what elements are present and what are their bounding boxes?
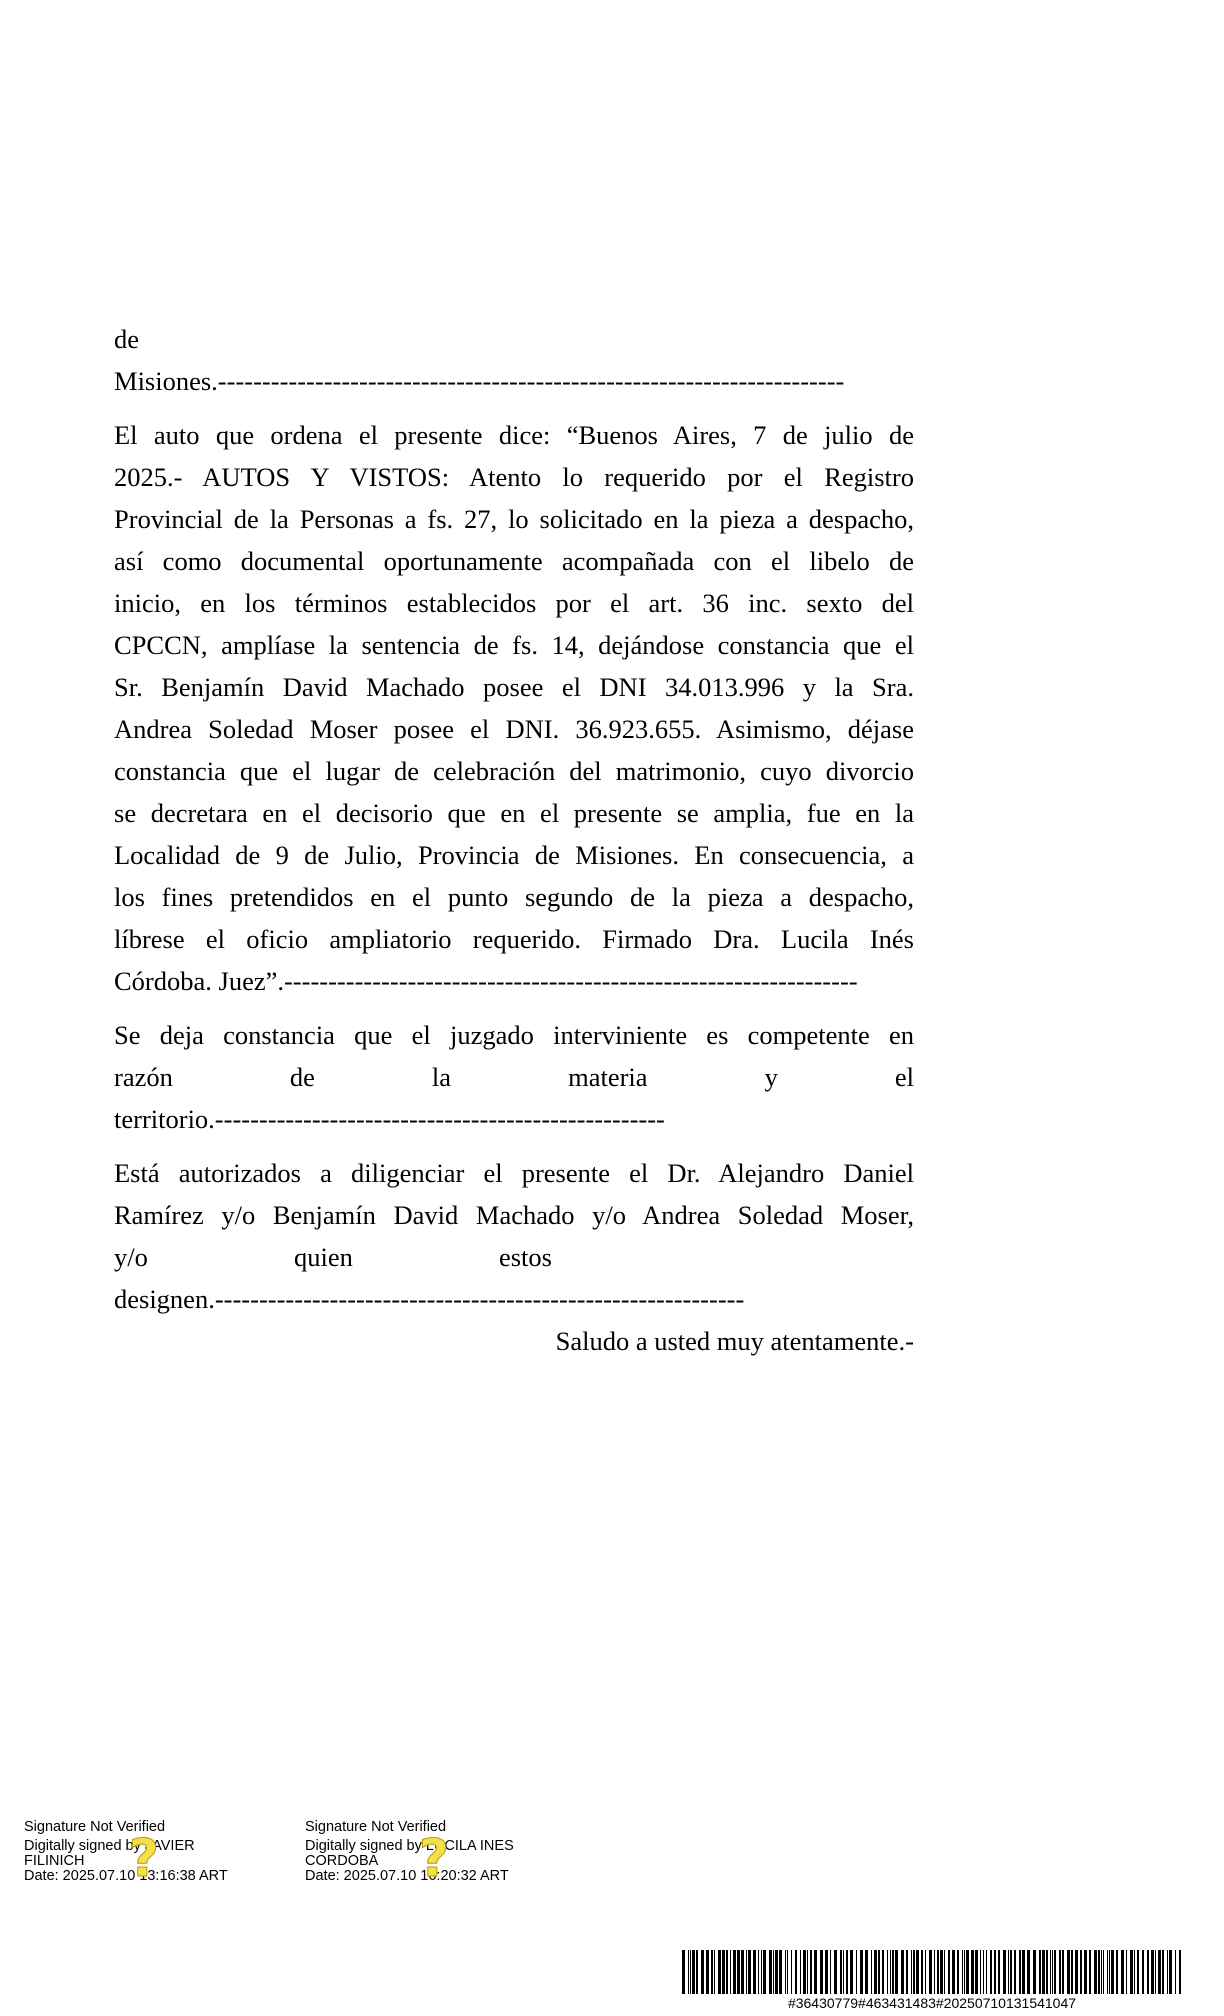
barcode-bar bbox=[1003, 1950, 1006, 1994]
signature-signer-name: FILINICH bbox=[24, 1853, 85, 1869]
barcode-bar bbox=[957, 1950, 959, 1994]
barcode-bar bbox=[901, 1950, 904, 1994]
barcode-bar bbox=[994, 1950, 996, 1994]
barcode-bar bbox=[856, 1950, 857, 1994]
barcode-bar bbox=[860, 1950, 863, 1994]
paragraph-gap bbox=[114, 1002, 914, 1014]
barcode-bar bbox=[1121, 1950, 1124, 1994]
document-line: Se deja constancia que el juzgado interviniente es competente en bbox=[114, 1020, 914, 1050]
barcode-bar bbox=[692, 1950, 695, 1994]
barcode-bar bbox=[1147, 1950, 1149, 1994]
barcode-bar bbox=[1130, 1950, 1133, 1994]
barcode-bar bbox=[865, 1950, 868, 1994]
barcode-bar bbox=[779, 1950, 782, 1994]
barcode-bar bbox=[990, 1950, 992, 1994]
barcode-bar bbox=[830, 1950, 831, 1994]
barcode-bar bbox=[682, 1950, 685, 1994]
barcode-bar bbox=[1162, 1950, 1164, 1994]
barcode-bar bbox=[952, 1950, 955, 1994]
signature-date: Date: 2025.07.10 13:16:38 ART bbox=[24, 1868, 228, 1884]
barcode-bar bbox=[878, 1950, 880, 1994]
barcode-bar bbox=[753, 1950, 756, 1994]
barcode-bar bbox=[746, 1950, 747, 1994]
barcode-bar bbox=[773, 1950, 774, 1994]
barcode-bar bbox=[763, 1950, 766, 1994]
barcode-bar bbox=[688, 1950, 689, 1994]
document-line: territorio.--------------------------------------------------- bbox=[114, 1104, 665, 1134]
barcode-bar bbox=[871, 1950, 872, 1994]
barcode-bar bbox=[1142, 1950, 1144, 1994]
document-line: razón de la materia y el bbox=[114, 1062, 914, 1092]
barcode-bar bbox=[1008, 1950, 1009, 1994]
barcode-bar bbox=[998, 1950, 1000, 1994]
barcode-bar bbox=[937, 1950, 939, 1994]
barcode-bar bbox=[1046, 1950, 1048, 1994]
barcode-bar bbox=[1052, 1950, 1053, 1994]
barcode-bar bbox=[714, 1950, 715, 1994]
barcode-text: #36430779#463431483#20250710131541047 bbox=[787, 1995, 1077, 2011]
barcode-bar bbox=[1103, 1950, 1104, 1994]
question-mark-icon bbox=[414, 1830, 454, 1888]
barcode-bar bbox=[1084, 1950, 1087, 1994]
barcode-bar bbox=[1155, 1950, 1156, 1994]
barcode-bar bbox=[1098, 1950, 1100, 1994]
barcode-bar bbox=[916, 1950, 919, 1994]
barcode-bar bbox=[1101, 1950, 1102, 1994]
barcode-bar bbox=[892, 1950, 894, 1994]
barcode-bar bbox=[1126, 1950, 1127, 1994]
barcode-bar bbox=[825, 1950, 828, 1994]
barcode-bar bbox=[1019, 1950, 1021, 1994]
barcode-bar bbox=[791, 1950, 792, 1994]
barcode-bar bbox=[1094, 1950, 1097, 1994]
barcode-bar bbox=[921, 1950, 923, 1994]
barcode-bar bbox=[834, 1950, 837, 1994]
signature-date: Date: 2025.07.10 16:20:32 ART bbox=[305, 1868, 509, 1884]
barcode-bar bbox=[1022, 1950, 1025, 1994]
barcode-bar bbox=[769, 1950, 772, 1994]
barcode-bar bbox=[1111, 1950, 1114, 1994]
barcode-bar bbox=[1167, 1950, 1168, 1994]
signature-signer-name: CORDOBA bbox=[305, 1853, 379, 1869]
barcode-bar bbox=[925, 1950, 926, 1994]
document-line: se decretara en el decisorio que en el presente se amplia, fue en la bbox=[114, 798, 914, 828]
barcode-bar bbox=[787, 1950, 788, 1994]
barcode-bar bbox=[810, 1950, 812, 1994]
document-line: Misiones.----------------------------------------------------------------------- bbox=[114, 366, 845, 396]
barcode-bar bbox=[1175, 1950, 1176, 1994]
barcode-bar bbox=[1062, 1950, 1064, 1994]
barcode-bar bbox=[1071, 1950, 1073, 1994]
barcode bbox=[682, 1950, 1182, 1994]
barcode-bar bbox=[1134, 1950, 1135, 1994]
barcode-bar bbox=[711, 1950, 713, 1994]
barcode-bar bbox=[895, 1950, 898, 1994]
barcode-bar bbox=[1080, 1950, 1082, 1994]
barcode-bar bbox=[1075, 1950, 1078, 1994]
barcode-bar bbox=[980, 1950, 981, 1994]
signature-signer-line: Digitally signed by LUCILA INES bbox=[305, 1838, 514, 1854]
barcode-bar bbox=[1179, 1950, 1181, 1994]
barcode-bar bbox=[696, 1950, 698, 1994]
barcode-bar bbox=[726, 1950, 728, 1994]
document-line: constancia que el lugar de celebración del matrimonio, cuyo divorcio bbox=[114, 756, 914, 786]
document-line: Está autorizados a diligenciar el presente el Dr. Alejandro Daniel bbox=[114, 1158, 914, 1188]
barcode-bar bbox=[948, 1950, 950, 1994]
document-line: Saludo a usted muy atentamente.- bbox=[555, 1326, 914, 1356]
question-mark-icon bbox=[124, 1830, 164, 1888]
barcode-bar bbox=[775, 1950, 778, 1994]
barcode-bar bbox=[929, 1950, 932, 1994]
document-line: designen.------------------------------------------------------------ bbox=[114, 1284, 745, 1314]
barcode-bar bbox=[975, 1950, 978, 1994]
signature-status: Signature Not Verified bbox=[24, 1819, 166, 1835]
barcode-bar bbox=[1158, 1950, 1161, 1994]
barcode-bar bbox=[944, 1950, 945, 1994]
document-line: los fines pretendidos en el punto segundo de la pieza a despacho, bbox=[114, 882, 914, 912]
barcode-bar bbox=[730, 1950, 731, 1994]
barcode-bar bbox=[1050, 1950, 1051, 1994]
paragraph-gap bbox=[114, 402, 914, 414]
document-line: de bbox=[114, 324, 140, 354]
barcode-bar bbox=[1109, 1950, 1110, 1994]
document-line: inicio, en los términos establecidos por el art. 36 inc. sexto del bbox=[114, 588, 914, 618]
barcode-bar bbox=[911, 1950, 912, 1994]
barcode-bar bbox=[843, 1950, 844, 1994]
barcode-bar bbox=[1010, 1950, 1012, 1994]
barcode-bar bbox=[983, 1950, 984, 1994]
barcode-bar bbox=[887, 1950, 888, 1994]
barcode-bar bbox=[761, 1950, 762, 1994]
barcode-bar bbox=[986, 1950, 987, 1994]
barcode-bar bbox=[1107, 1950, 1108, 1994]
document-line: Andrea Soledad Moser posee el DNI. 36.923.655. Asimismo, déjase bbox=[114, 714, 914, 744]
barcode-bar bbox=[962, 1950, 963, 1994]
paragraph-gap bbox=[114, 1140, 914, 1152]
barcode-bar bbox=[890, 1950, 891, 1994]
barcode-bar bbox=[940, 1950, 943, 1994]
document-line: Córdoba. Juez”.----------------------------------------------------------------- bbox=[114, 966, 858, 996]
document-line: Ramírez y/o Benjamín David Machado y/o Andrea Soledad Moser, bbox=[114, 1200, 914, 1230]
barcode-bar bbox=[874, 1950, 877, 1994]
barcode-bar bbox=[803, 1950, 806, 1994]
barcode-bar bbox=[741, 1950, 744, 1994]
barcode-bar bbox=[701, 1950, 704, 1994]
barcode-bar bbox=[1014, 1950, 1016, 1994]
barcode-bar bbox=[706, 1950, 709, 1994]
barcode-bar bbox=[913, 1950, 915, 1994]
barcode-bar bbox=[1042, 1950, 1045, 1994]
barcode-bar bbox=[1137, 1950, 1139, 1994]
barcode-bar bbox=[722, 1950, 725, 1994]
document-line: y/o quien estos bbox=[114, 1242, 552, 1272]
barcode-bar bbox=[690, 1950, 691, 1994]
barcode-bar bbox=[785, 1950, 786, 1994]
barcode-bar bbox=[1067, 1950, 1070, 1994]
document-line: Localidad de 9 de Julio, Provincia de Misiones. En consecuencia, a bbox=[114, 840, 914, 870]
barcode-bar bbox=[846, 1950, 848, 1994]
barcode-bar bbox=[1151, 1950, 1154, 1994]
barcode-bar bbox=[934, 1950, 935, 1994]
barcode-bar bbox=[748, 1950, 751, 1994]
document-line: Sr. Benjamín David Machado posee el DNI 34.013.996 y la Sra. bbox=[114, 672, 914, 702]
barcode-bar bbox=[1054, 1950, 1056, 1994]
barcode-bar bbox=[971, 1950, 974, 1994]
svg-text:?: ? bbox=[418, 1830, 450, 1888]
barcode-bar bbox=[795, 1950, 797, 1994]
barcode-bar bbox=[1169, 1950, 1172, 1994]
barcode-bar bbox=[800, 1950, 801, 1994]
document-line: 2025.- AUTOS Y VISTOS: Atento lo requerido por el Registro bbox=[114, 462, 914, 492]
barcode-bar bbox=[906, 1950, 908, 1994]
document-line: CPCCN, amplíase la sentencia de fs. 14, dejándose constancia que el bbox=[114, 630, 914, 660]
barcode-bar bbox=[820, 1950, 823, 1994]
barcode-bar bbox=[758, 1950, 759, 1994]
signature-signer-line: Digitally signed by JAVIER bbox=[24, 1838, 195, 1854]
document-line: Provincial de la Personas a fs. 27, lo solicitado en la pieza a despacho, bbox=[114, 504, 914, 534]
barcode-bar bbox=[966, 1950, 969, 1994]
barcode-bar bbox=[1089, 1950, 1091, 1994]
barcode-bar bbox=[1116, 1950, 1118, 1994]
barcode-bar bbox=[964, 1950, 965, 1994]
barcode-bar bbox=[718, 1950, 721, 1994]
barcode-bar bbox=[1059, 1950, 1061, 1994]
barcode-bar bbox=[1033, 1950, 1036, 1994]
signature-status: Signature Not Verified bbox=[305, 1819, 447, 1835]
document-line: El auto que ordena el presente dice: “Buenos Aires, 7 de julio de bbox=[114, 420, 914, 450]
barcode-bar bbox=[737, 1950, 740, 1994]
barcode-bar bbox=[882, 1950, 884, 1994]
barcode-bar bbox=[807, 1950, 808, 1994]
barcode-bar bbox=[733, 1950, 736, 1994]
barcode-bar bbox=[850, 1950, 853, 1994]
barcode-bar bbox=[814, 1950, 817, 1994]
barcode-bar bbox=[1027, 1950, 1030, 1994]
barcode-bar bbox=[840, 1950, 842, 1994]
document-body bbox=[114, 318, 914, 1362]
document-line: así como documental oportunamente acompañada con el libelo de bbox=[114, 546, 914, 576]
svg-text:?: ? bbox=[128, 1830, 160, 1888]
document-line: líbrese el oficio ampliatorio requerido. Firmado Dra. Lucila Inés bbox=[114, 924, 914, 954]
barcode-bar bbox=[1039, 1950, 1041, 1994]
